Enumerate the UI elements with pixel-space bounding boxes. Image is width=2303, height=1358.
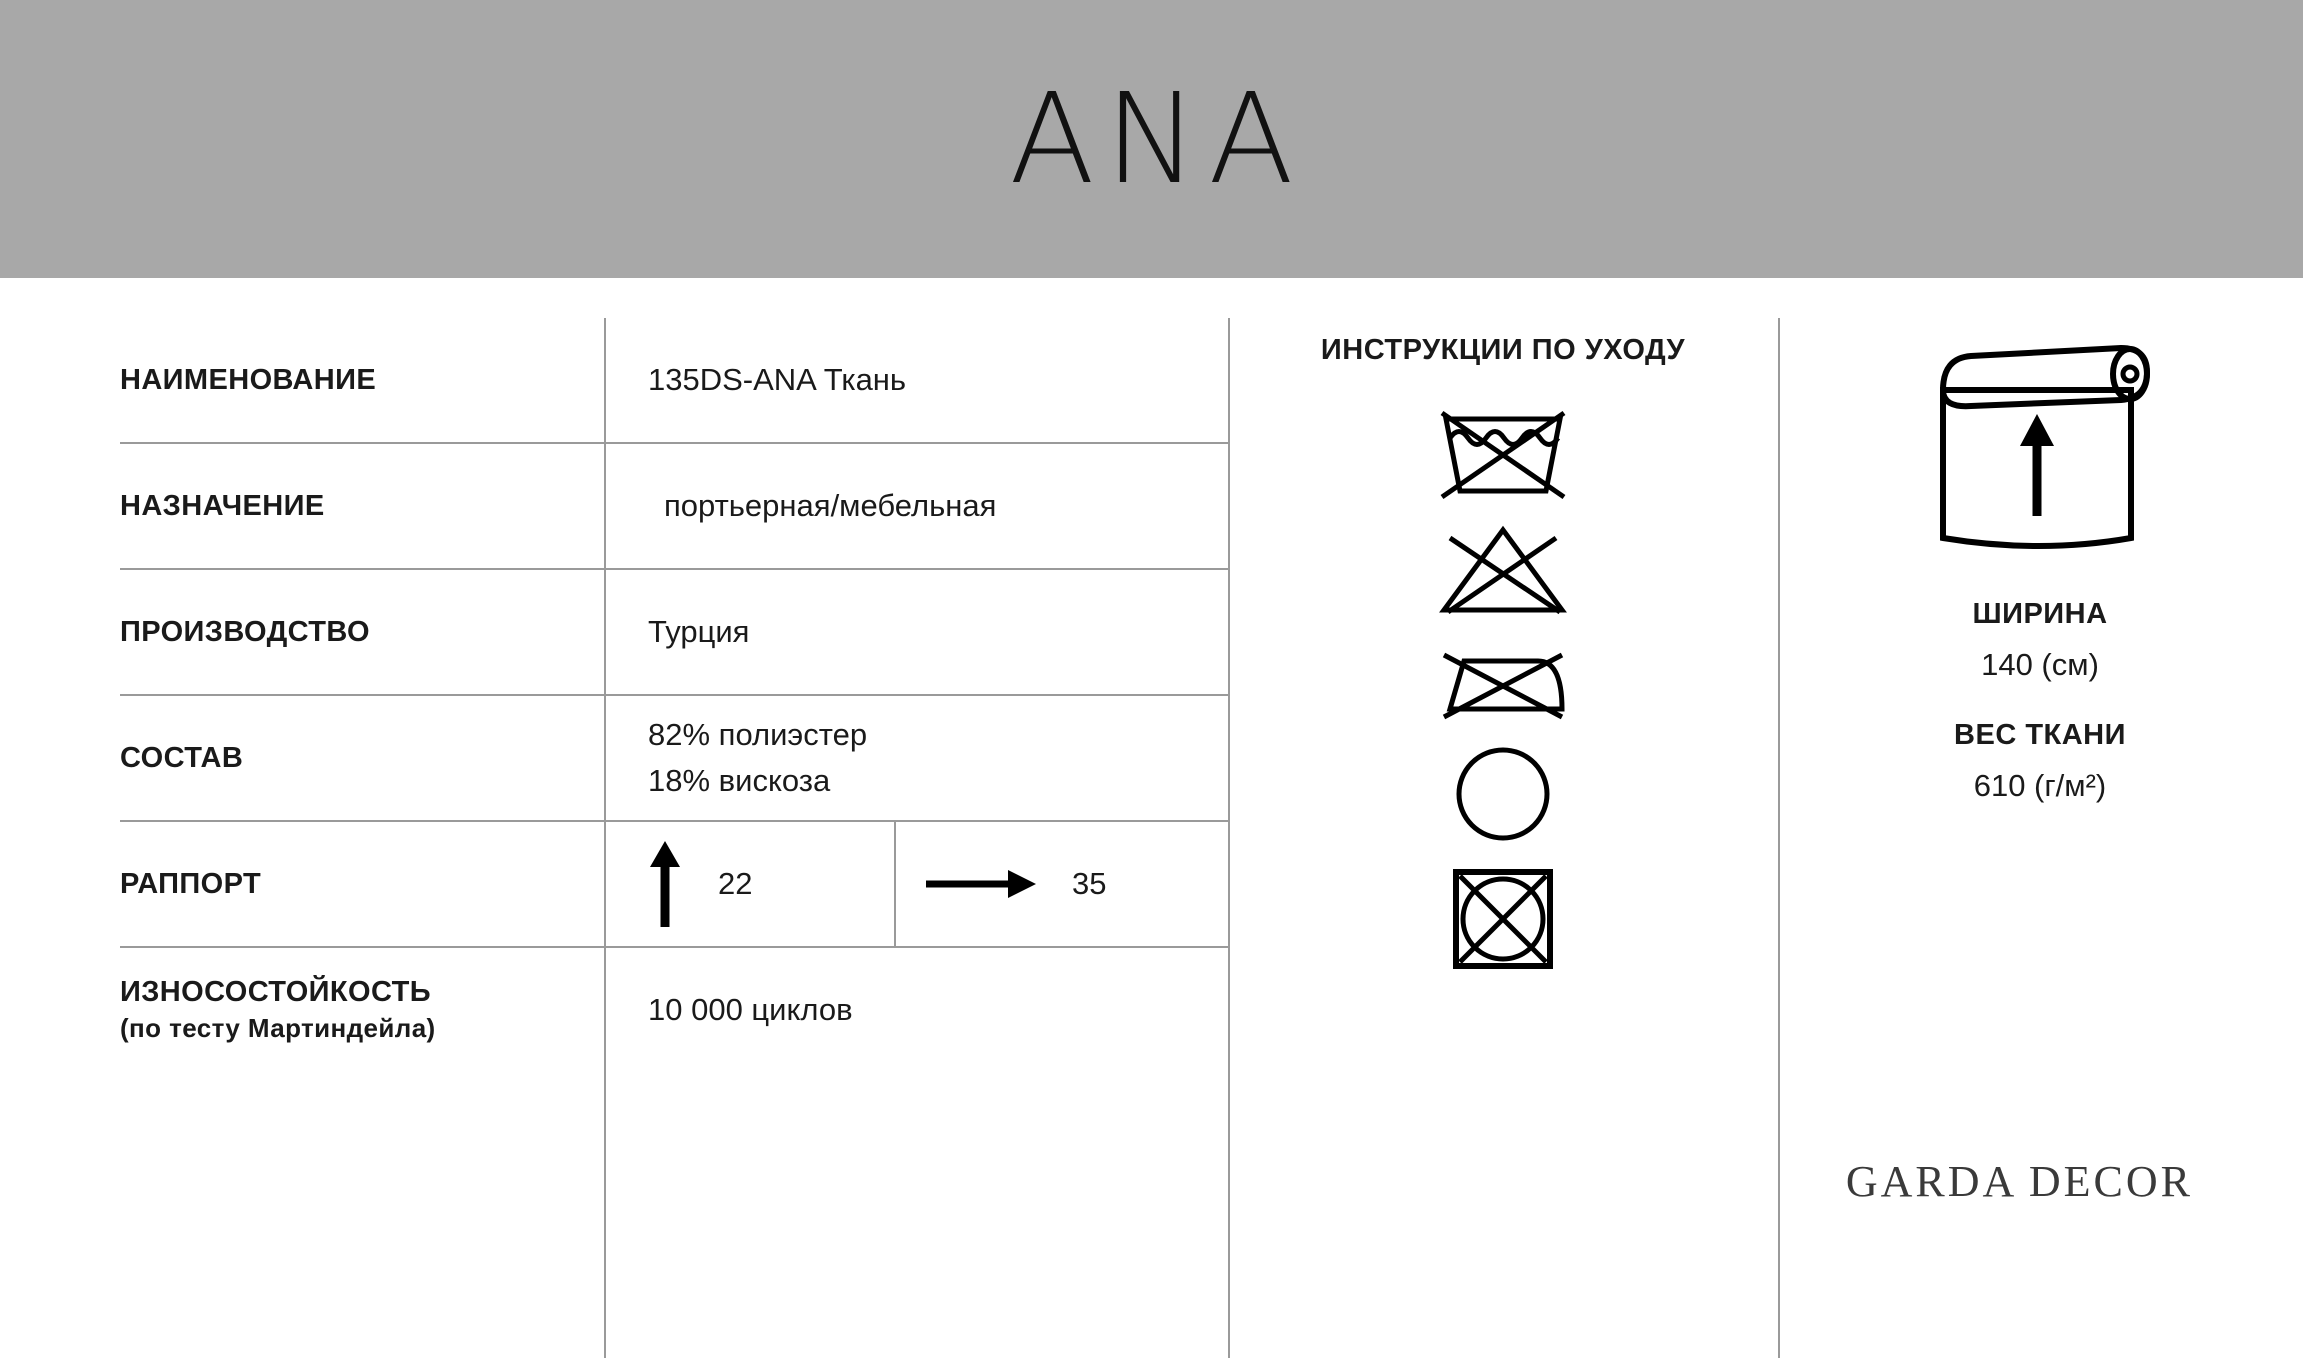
care-icons-list bbox=[1438, 405, 1568, 976]
dry-clean-circle-icon bbox=[1453, 744, 1553, 849]
main-content bbox=[0, 278, 2303, 1299]
table-row bbox=[120, 444, 1230, 570]
do-not-tumble-dry-icon bbox=[1451, 867, 1555, 976]
spec-value-composition-line1: 82% полиэстер bbox=[648, 717, 868, 752]
fabric-section-divider bbox=[1778, 318, 1780, 1358]
spec-label-durability bbox=[120, 948, 604, 1072]
care-instructions-title: ИНСТРУКЦИИ ПО УХОДУ bbox=[1320, 334, 1686, 366]
arrow-right-icon bbox=[926, 867, 1036, 901]
spec-value-purpose-text: портьерная/мебельная bbox=[664, 488, 997, 523]
fabric-weight-label: ВЕС ТКАНИ bbox=[1954, 719, 2126, 751]
specification-table bbox=[120, 318, 1230, 1072]
spec-label-production: ПРОИЗВОДСТВО bbox=[120, 615, 370, 648]
spec-value-production-text: Турция bbox=[648, 614, 750, 649]
spec-label-composition: СОСТАВ bbox=[120, 741, 244, 774]
do-not-iron-icon bbox=[1438, 639, 1568, 726]
brand-logo: GARDA DECOR bbox=[1845, 1157, 2193, 1206]
rapport-vertical-cell bbox=[606, 822, 896, 946]
fabric-info-section bbox=[1790, 318, 2290, 804]
fabric-roll-icon bbox=[1925, 328, 2155, 558]
rapport-horizontal-value: 35 bbox=[1072, 866, 1107, 901]
rapport-horizontal-cell bbox=[896, 822, 1230, 946]
fabric-width-label: ШИРИНА bbox=[1972, 598, 2108, 630]
table-row bbox=[120, 318, 1230, 444]
fabric-weight-value: 610 (г/м²) bbox=[1973, 768, 2107, 803]
page-header bbox=[0, 0, 2303, 278]
table-row bbox=[120, 696, 1230, 822]
table-row bbox=[120, 570, 1230, 696]
care-instructions-section bbox=[1228, 318, 1778, 976]
spec-label-purpose: НАЗНАЧЕНИЕ bbox=[120, 489, 325, 522]
rapport-vertical-value: 22 bbox=[718, 866, 753, 901]
spec-label-name: НАИМЕНОВАНИЕ bbox=[120, 363, 377, 396]
spec-value-durability-text: 10 000 циклов bbox=[648, 992, 853, 1027]
spec-value-production bbox=[604, 570, 1230, 694]
table-row bbox=[120, 948, 1230, 1072]
page-title: ANA bbox=[1009, 66, 1304, 212]
arrow-up-icon bbox=[648, 841, 682, 927]
table-row bbox=[120, 822, 1230, 948]
spec-value-purpose bbox=[604, 444, 1230, 568]
spec-value-name-text: 135DS-ANA Ткань bbox=[648, 362, 907, 397]
do-not-bleach-icon bbox=[1438, 524, 1568, 621]
fabric-width-value: 140 (см) bbox=[1981, 647, 2099, 682]
spec-value-durability bbox=[604, 948, 1230, 1072]
do-not-wash-icon bbox=[1438, 405, 1568, 506]
spec-label-rapport: РАППОРТ bbox=[120, 867, 262, 900]
spec-value-composition bbox=[604, 696, 1230, 820]
spec-label-durability-sub: (по тесту Мартиндейла) bbox=[120, 1013, 436, 1043]
spec-value-rapport bbox=[604, 822, 1230, 946]
spec-label-durability-main: ИЗНОСОСТОЙКОСТЬ bbox=[120, 976, 431, 1008]
spec-value-name bbox=[604, 318, 1230, 442]
spec-value-composition-line2: 18% вискоза bbox=[648, 763, 831, 798]
